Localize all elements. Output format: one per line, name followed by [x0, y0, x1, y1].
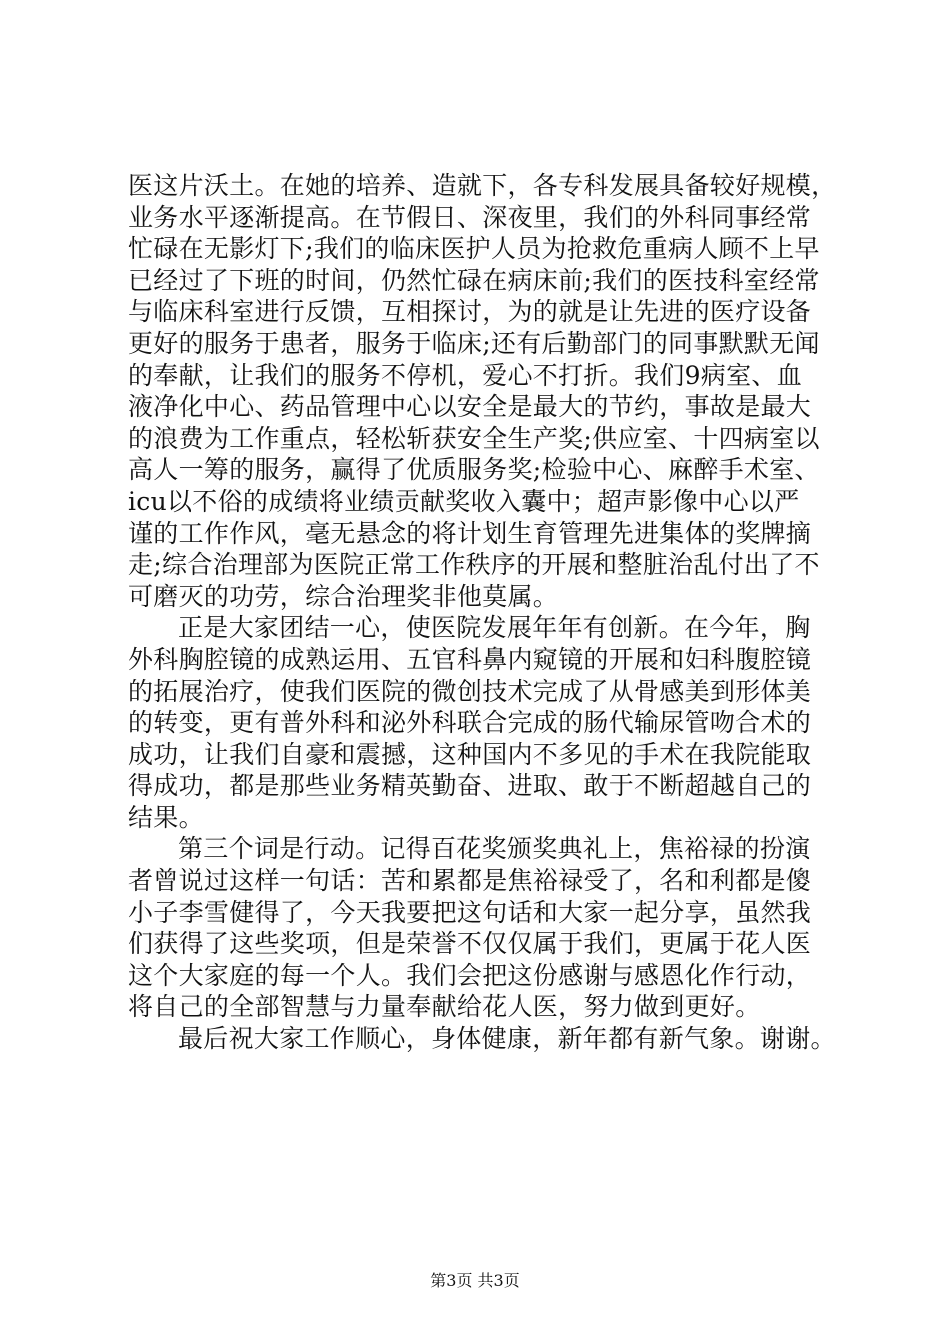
text-line: 与临床科室进行反馈，互相探讨，为的就是让先进的医疗设备 [128, 297, 812, 327]
text-line: 小子李雪健得了，今天我要把这句话和大家一起分享，虽然我 [128, 897, 812, 927]
paragraph [128, 170, 837, 612]
text-line: 已经过了下班的时间，仍然忙碌在病床前;我们的医技科室经常 [128, 265, 820, 295]
text-line: 者曾说过这样一句话：苦和累都是焦裕禄受了，名和利都是傻 [128, 866, 812, 896]
text-line: 的浪费为工作重点，轻松斩获安全生产奖;供应室、十四病室以 [128, 423, 820, 453]
document-body [128, 170, 837, 1055]
text-line: 成功，让我们自豪和震撼，这种国内不多见的手术在我院能取 [128, 739, 812, 769]
text-line: 第三个词是行动。记得百花奖颁奖典礼上，焦裕禄的扮演 [178, 834, 811, 864]
paragraph [128, 1023, 836, 1055]
text-line: 们获得了这些奖项，但是荣誉不仅仅属于我们，更属于花人医 [128, 929, 812, 959]
text-line: 高人一筹的服务，赢得了优质服务奖;检验中心、麻醉手术室、 [128, 455, 820, 485]
text-line: icu以不俗的成绩将业绩贡献奖收入囊中；超声影像中心以严 [128, 486, 800, 516]
text-line: 忙碌在无影灯下;我们的临床医护人员为抢救危重病人顾不上早 [128, 234, 820, 264]
text-line: 更好的服务于患者，服务于临床;还有后勤部门的同事默默无闻 [128, 328, 820, 358]
text-line: 医这片沃土。在她的培养、造就下，各专科发展具备较好规模， [128, 171, 837, 200]
text-line: 将自己的全部智慧与力量奉献给花人医，努力做到更好。 [128, 992, 761, 1022]
text-line: 可磨灭的功劳，综合治理奖非他莫属。 [128, 581, 559, 611]
text-line: 谨的工作作风，毫无悬念的将计划生育管理先进集体的奖牌摘 [128, 518, 812, 548]
text-line: 液净化中心、药品管理中心以安全是最大的节约，事故是最大 [128, 392, 812, 422]
page-number-footer: 第3页 共3页 [430, 1271, 520, 1290]
text-line: 的奉献，让我们的服务不停机，爱心不打折。我们9病室、血 [128, 360, 803, 390]
text-line: 业务水平逐渐提高。在节假日、深夜里，我们的外科同事经常 [128, 202, 812, 232]
text-line: 这个大家庭的每一个人。我们会把这份感谢与感恩化作行动， [128, 960, 812, 990]
text-line: 得成功，都是那些业务精英勤奋、进取、敢于不断超越自己的 [128, 771, 812, 801]
text-line: 的转变，更有普外科和泌外科联合完成的肠代输尿管吻合术的 [128, 708, 812, 738]
paragraph [128, 612, 828, 833]
text-line: 走;综合治理部为医院正常工作秩序的开展和整脏治乱付出了不 [128, 550, 820, 580]
text-line: 最后祝大家工作顺心，身体健康，新年都有新气象。谢谢。 [178, 1024, 836, 1054]
text-line: 的拓展治疗，使我们医院的微创技术完成了从骨感美到形体美 [128, 676, 812, 706]
text-line: 外科胸腔镜的成熟运用、五官科鼻内窥镜的开展和妇科腹腔镜 [128, 644, 812, 674]
paragraph [128, 833, 828, 1023]
text-line: 正是大家团结一心，使医院发展年年有创新。在今年，胸 [178, 613, 811, 643]
text-line: 结果。 [128, 802, 204, 832]
